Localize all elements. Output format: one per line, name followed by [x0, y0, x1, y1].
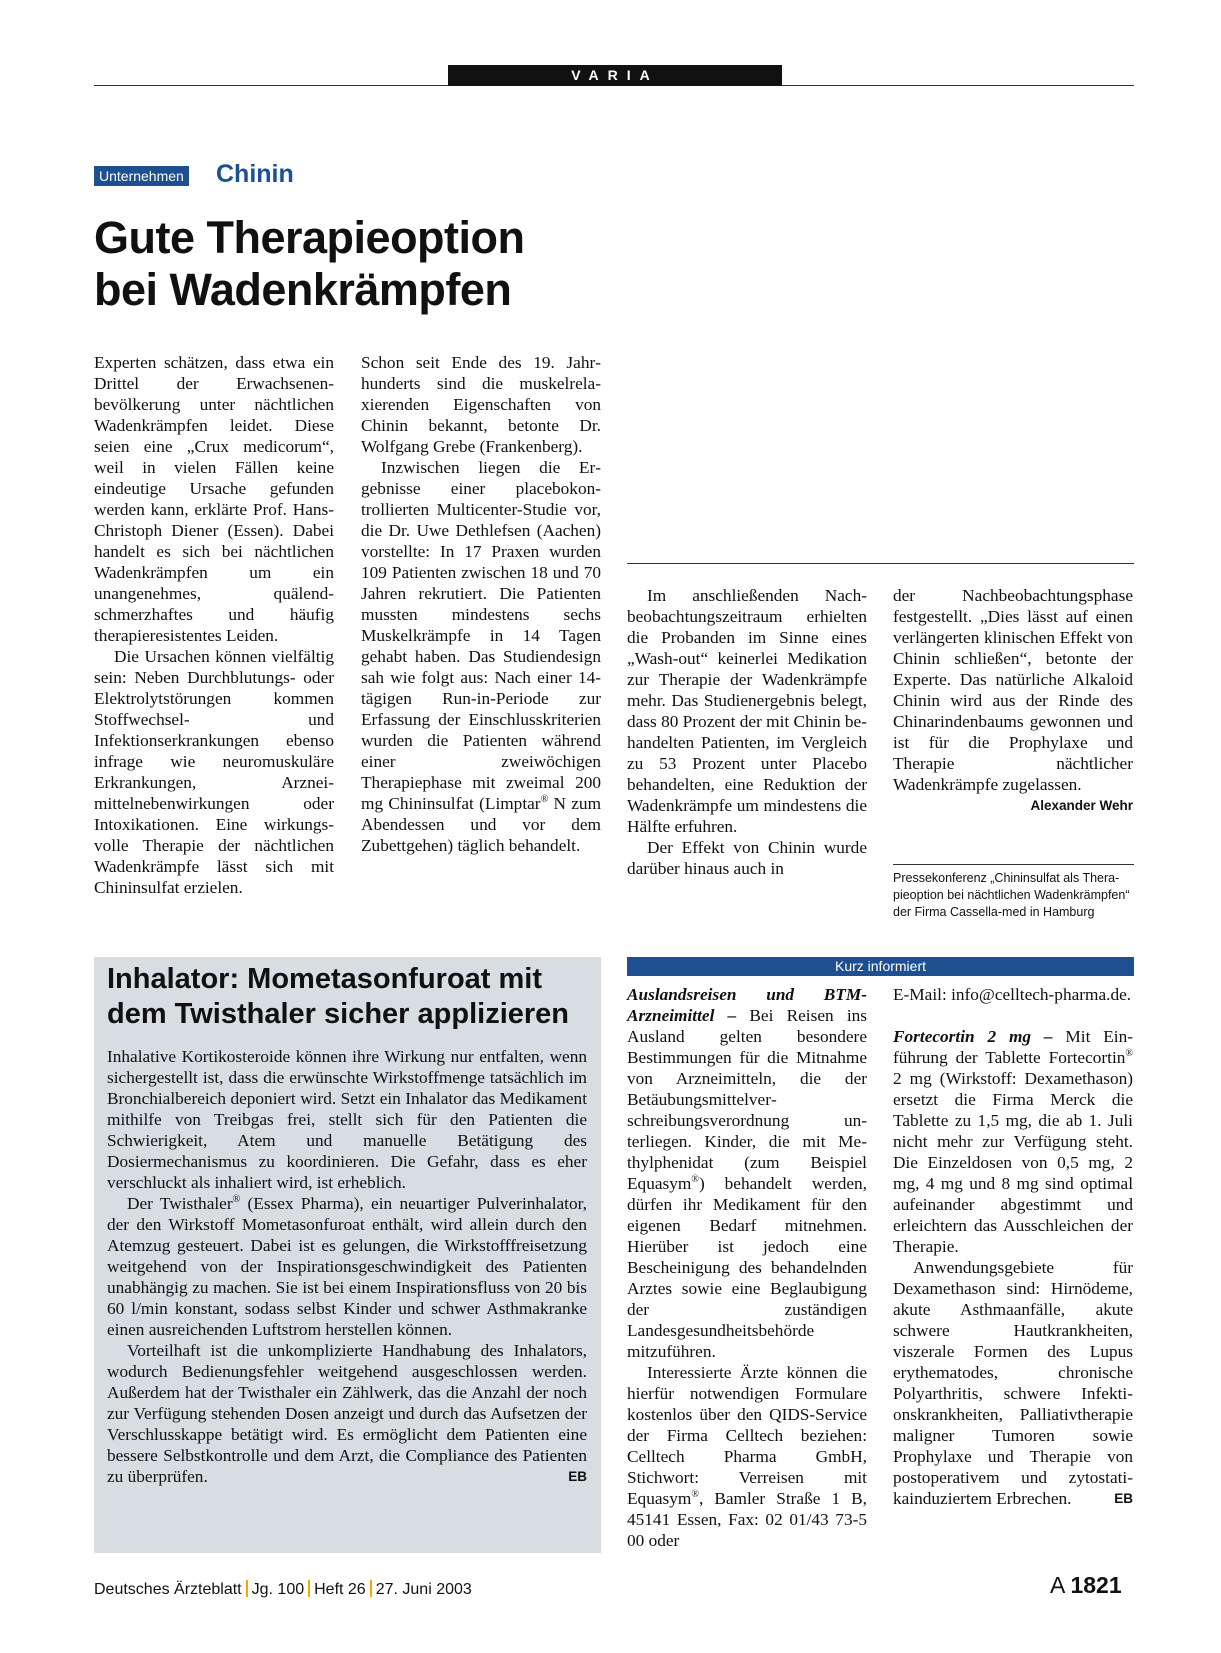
- text-run: ) behandelt werden, dürfen ihr Medikament für den eigenen Bedarf mitnehmen. Hierüber ist jedoch eine Bescheinigung des behandelnden Arztes sowie eine Beglaubigung der zuständigen Landesgesundheitsbehörde mitzuführen.: [627, 1174, 867, 1361]
- article-column-3: [627, 585, 867, 879]
- spacer: [893, 1005, 1133, 1026]
- section-label: VARIA: [448, 65, 782, 86]
- text-run: Vorteilhaft ist die unkomplizierte Handhabung des Inhalators, wodurch Bedienungsfehler weitgehend ausgeschlossen werden. Außerdem hat der Twisthaler ein Zählwerk, das die Anzahl der noch zur Verfügung stehenden Dosen anzeigt und durch das Aufsetzen der Verschlusskappe betätigt wird. Es ermöglicht dem Patienten eine bessere Selbstkontrolle und dem Arzt, die Compliance des Patienten zu überprüfen.: [107, 1341, 587, 1486]
- registered-mark: ®: [691, 1174, 699, 1186]
- text-run: der Nachbeobachtungsphase festgestellt. „Dies lässt auf einen verlängerten klinischen Effekt von Chinin schließen“, betonte der Experte. Das natürliche Alkaloid Chinin wird aus der Rinde des Chinarindenbaums gewonnen und ist für die Prophylaxe und Therapie nächtlicher Wadenkrämpfe zugelassen.: [893, 586, 1133, 794]
- kurz-column-1: [627, 984, 867, 1551]
- issue-date: 27. Juni 2003: [375, 1581, 472, 1598]
- text-run: Inzwischen liegen die Ergebnisse einer placebokontrollierten Multicenter-Studie vor, die Dr. Uwe Dethlefsen (Aachen) vorstellte: In 17 Praxen wurden 109 Patienten zwischen 18 und 70 Jahren rekrutiert. Die Patienten mussten mindestens sechs Muskelkrämpfe in 14 Tagen gehabt haben. Das Studiendesign sah wie folgt aus: Nach einer 14-tägigen Run-in-Periode zur Erfassung der Einschlusskriterien wurden die Patienten während einer zweiwöchigen Therapiephase mit zweimal 200 mg Chininsulfat (Limptar: [361, 458, 601, 813]
- registered-mark: ®: [691, 1489, 699, 1501]
- page-number: [1050, 1572, 1122, 1599]
- paragraph: [107, 1193, 587, 1340]
- paragraph: [893, 1257, 1133, 1509]
- author-name: Alexander Wehr: [1030, 798, 1133, 813]
- box-headline: [107, 962, 587, 1032]
- kurz-informiert-bar: Kurz informiert: [627, 957, 1134, 976]
- column-divider: [627, 563, 1134, 564]
- paragraph: Der Effekt von Chinin wurde darüber hinaus auch in: [627, 838, 867, 878]
- page-footer: [94, 1580, 472, 1599]
- paragraph: Im anschließenden Nachbeobachtungszeitraum erhielten die Probanden im Sinne eines „Wash-out“ keinerlei Medikation zur Therapie der Wadenkrämpfe mehr. Das Studienergebnis belegt, dass 80 Prozent der mit Chinin behandelten Patienten, im Vergleich zu 53 Prozent unter Placebo behandelten, eine Reduktion der Wadenkrämpfe um mindestens die Hälfte erfuhren.: [627, 586, 867, 836]
- text-run: N zum Abendessen und vor dem Zubettgehen) täglich behandelt.: [361, 794, 602, 855]
- item-title: Auslandsreisen und BTM-Arzneimittel –: [627, 985, 867, 1025]
- paragraph: Die Ursachen können vielfältig sein: Neben Durchblutungs- oder Elektrolytstörungen kommen Stoffwechsel- und Infektionserkrankungen ebenso infrage wie neuromuskuläre Erkrankungen, Arzneimittelnebenwirkungen oder Intoxikationen. Eine wirkungsvolle Therapie der nächtlichen Wadenkrämpfe lässt sich mit Chininsulfat erzielen.: [94, 647, 334, 897]
- registered-mark: ®: [1125, 1048, 1133, 1060]
- text-run: , Bamler Straße 1 B, 45141 Essen, Fax: 02 01/43 73-5 00 oder: [627, 1489, 867, 1550]
- paragraph: [361, 457, 601, 856]
- text-run: Interessierte Ärzte können die hierfür notwendigen Formulare kostenlos über den QIDS-Service der Firma Celltech beziehen: Celltech Pharma GmbH, Stichwort: Verreisen mit Equasym: [627, 1363, 867, 1508]
- paragraph: [893, 585, 1133, 813]
- paragraph: [107, 1340, 587, 1487]
- paragraph: Inhalative Kortikosteroide können ihre Wirkung nur entfalten, wenn sichergestellt ist, dass die erwünschte Wirkstoffmenge tatsächlich im Bronchialbereich deponiert wird. Setzt ein Inhalator das Medikament mithilfe von Treibgas frei, stellt sich für den Patienten die Schwierigkeit, Atem und manuelle Betätigung des Dosiermechanismus zu koordinieren. Die Gefahr, dass es eher verschluckt als inhaliert wird, ist erheblich.: [107, 1047, 587, 1192]
- journal-name: Deutsches Ärzteblatt: [94, 1581, 242, 1598]
- page-number-value: 1821: [1070, 1572, 1122, 1598]
- article-column-1: [94, 352, 334, 898]
- box-body: [107, 1046, 587, 1487]
- kurz-column-2: [893, 984, 1133, 1509]
- paragraph: Schon seit Ende des 19. Jahrhunderts sind die muskelrelaxierenden Eigenschaften von Chinin bekannt, betonte Dr. Wolfgang Grebe (Frankenberg).: [361, 353, 601, 456]
- footer-separator: [308, 1580, 310, 1597]
- text-run: (Essex Pharma), ein neuartiger Pulverinhalator, der den Wirkstoff Mometasonfuroat enthält, wird allein durch den Atemzug gesteuert. Dabei ist es gelungen, die Wirkstofffreisetzung weitgehend von der Inspirationsgeschwindigkeit des Patienten unabhängig zu machen. Sie ist bei einem Inspirationsfluss von 20 bis 60 l/min konstant, sodass selbst Kinder und schwer Asthmakranke einen ausreichenden Luftstrom herstellen können.: [107, 1194, 587, 1339]
- author-initials: EB: [568, 1469, 587, 1484]
- registered-mark: ®: [232, 1194, 241, 1206]
- author-initials: EB: [1114, 1491, 1133, 1506]
- registered-mark: ®: [540, 794, 549, 806]
- paragraph: E-Mail: info@celltech-pharma.de.: [893, 985, 1132, 1004]
- headline-line: bei Wadenkrämpfen: [94, 264, 512, 315]
- volume: Jg. 100: [251, 1581, 305, 1598]
- headline-line: Inhalator: Mometasonfuroat mit: [107, 963, 543, 995]
- category-badge: Unternehmen: [94, 166, 189, 186]
- paragraph: [893, 1026, 1133, 1257]
- article-column-4: [893, 585, 1133, 816]
- footer-separator: [246, 1580, 248, 1597]
- article-headline: [94, 212, 694, 316]
- paragraph: [627, 1362, 867, 1551]
- topic-label: Chinin: [216, 160, 294, 188]
- text-run: Anwendungsgebiete für Dexamethason sind: Hirnödeme, akute Asthmaanfälle, akute schwere Hautkrankheiten, viszerale Formen des Lupus erythematodes, chronische Polyarthritis, schwere Infektionskrankheiten, Palliativtherapie maligner Tumoren sowie Prophylaxe und Therapie von postoperativem und zytostatikainduziertem Erbrechen.: [893, 1258, 1133, 1508]
- article-column-2: [361, 352, 601, 856]
- page-prefix: A: [1050, 1572, 1065, 1598]
- paragraph: Experten schätzen, dass etwa ein Drittel der Erwachsenenbevölkerung unter nächtlichen Wadenkrämpfen leidet. Diese seien eine „Crux medicorum“, weil in vielen Fällen keine eindeutige Ursache gefunden werden kann, erklärte Prof. Hans-Christoph Diener (Essen). Dabei handelt es sich bei nächtlichen Wadenkrämpfen um ein unangenehmes, quälend-schmerzhaftes und häufig therapieresistentes Leiden.: [94, 353, 334, 645]
- text-run: 2 mg (Wirkstoff: Dexamethason) ersetzt die Firma Merck die Tablette zu 1,5 mg, die ab 1. Juli nicht mehr zur Verfügung steht. Die Einzeldosen von 0,5 mg, 2 mg, 4 mg und 8 mg sind optimal aufeinander abgestimmt und erleichtern das Ausschleichen der Therapie.: [893, 1069, 1133, 1256]
- text-run: Der Twisthaler: [127, 1194, 233, 1213]
- headline-line: Gute Therapieoption: [94, 212, 525, 263]
- issue: Heft 26: [314, 1581, 366, 1598]
- source-note: Pressekonferenz „Chininsulfat als Therapieoption bei nächtlichen Wadenkrämpfen“ der Firma Cassella-med in Hamburg: [893, 871, 1130, 919]
- footer-separator: [370, 1580, 372, 1597]
- headline-line: dem Twisthaler sicher applizieren: [107, 998, 570, 1030]
- text-run: Bei Reisen ins Ausland gelten besondere Bestimmungen für die Mitnahme von Arzneimitteln, die der Betäubungsmittelverschreibungsverordnung unterliegen. Kinder, die mit Methylphenidat (zum Beispiel Equasym: [627, 1006, 867, 1193]
- text-run: Mit Einführung der Tablette Fortecortin: [893, 1027, 1133, 1067]
- note-divider: [893, 864, 1134, 865]
- paragraph: [627, 984, 867, 1362]
- item-title: Fortecortin 2 mg –: [893, 1027, 1053, 1046]
